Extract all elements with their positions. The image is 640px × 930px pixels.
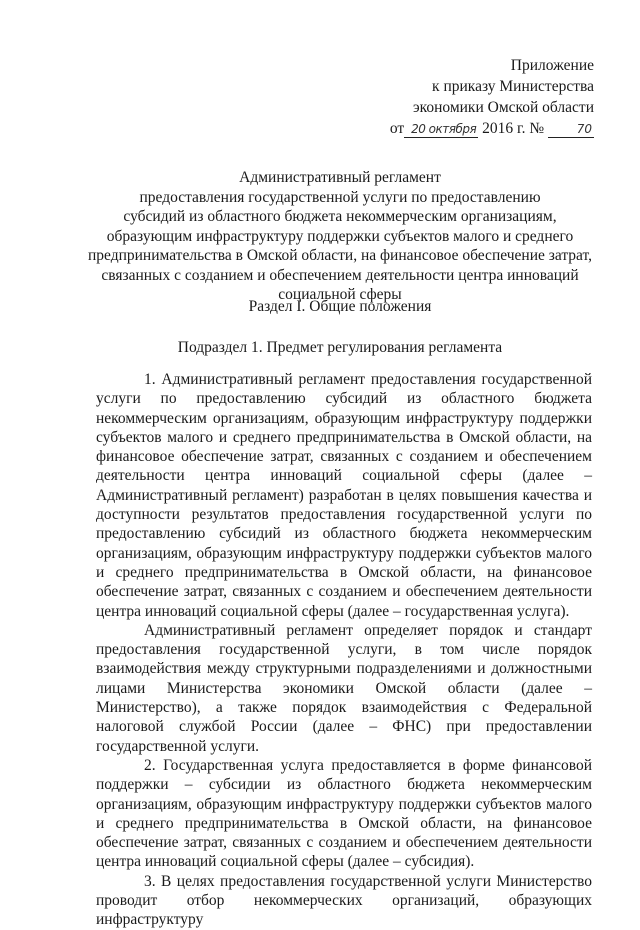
appendix-ministry: экономики Омской области [412,99,594,116]
document-body [96,370,592,930]
title-line: социальной сферы [278,286,402,303]
year-number-label: 2016 г. № [482,120,545,137]
title-line: Административный регламент [239,169,441,186]
paragraph: 1. Административный регламент предоставления государственной услуги по предоставлению субсидий из областного бюджета некоммерческим организациям, образующим инфраструктуру поддержки субъектов малого и среднего предпринимательства в Омской области, на финансовое обеспечение затрат, связанных с созданием и обеспечением деятельности центра инноваций социальной сферы (далее – Административный регламент) разработан в целях повышения качества и доступности результатов предоставления государственной услуги по предоставлению субсидий из областного бюджета некоммерческим организациям, образующим инфраструктуру поддержки субъектов малого и среднего предпринимательства в Омской области, на финансовое обеспечение затрат, связанных с созданием и обеспечением деятельности центра инноваций социальной сферы (далее – государственная услуга). [96,371,592,620]
handwritten-date: 20 октября [404,121,478,138]
date-prefix: от [389,120,405,137]
appendix-order-ref: к приказу Министерства [432,78,594,95]
subsection-heading: Подраздел 1. Предмет регулирования регламента [177,339,503,356]
title-line: связанных с созданием и обеспечением деятельности центра инноваций [101,266,579,284]
appendix-date-line [390,118,594,139]
title-line: образующим инфраструктуру поддержки субъектов малого и среднего [106,227,574,245]
section-heading: Раздел I. Общие положения [248,298,432,315]
paragraph: 3. В целях предоставления государственной услуги Министерство проводит отбор некоммерческих организаций, образующих инфраструктуру [96,872,592,929]
title-line: субсидий из областного бюджета некоммерческим организациям, [123,208,557,225]
document-title [80,168,600,305]
paragraph: 2. Государственная услуга предоставляется в форме финансовой поддержки – субсидии из областного бюджета некоммерческим организациям, образующим инфраструктуру поддержки субъектов малого и среднего предпринимательства в Омской области, на финансовое обеспечение затрат, связанных с созданием и обеспечением деятельности центра инноваций социальной сферы (далее – субсидия). [96,756,592,871]
title-line: предоставления государственной услуги по предоставлению [139,188,541,206]
appendix-block [390,55,594,139]
title-line: предпринимательства в Омской области, на финансовое обеспечение затрат, [87,247,593,264]
handwritten-number: 70 [548,121,594,138]
paragraph: Административный регламент определяет порядок и стандарт предоставления государственной услуги, в том числе порядок взаимодействия между структурными подразделениями и должностными лицами Министерства экономики Омской области (далее – Министерство), а также порядок взаимодействия с Федеральной налоговой службой России (далее – ФНС) при предоставлении государственной услуги. [96,621,592,755]
appendix-title: Приложение [510,57,594,74]
